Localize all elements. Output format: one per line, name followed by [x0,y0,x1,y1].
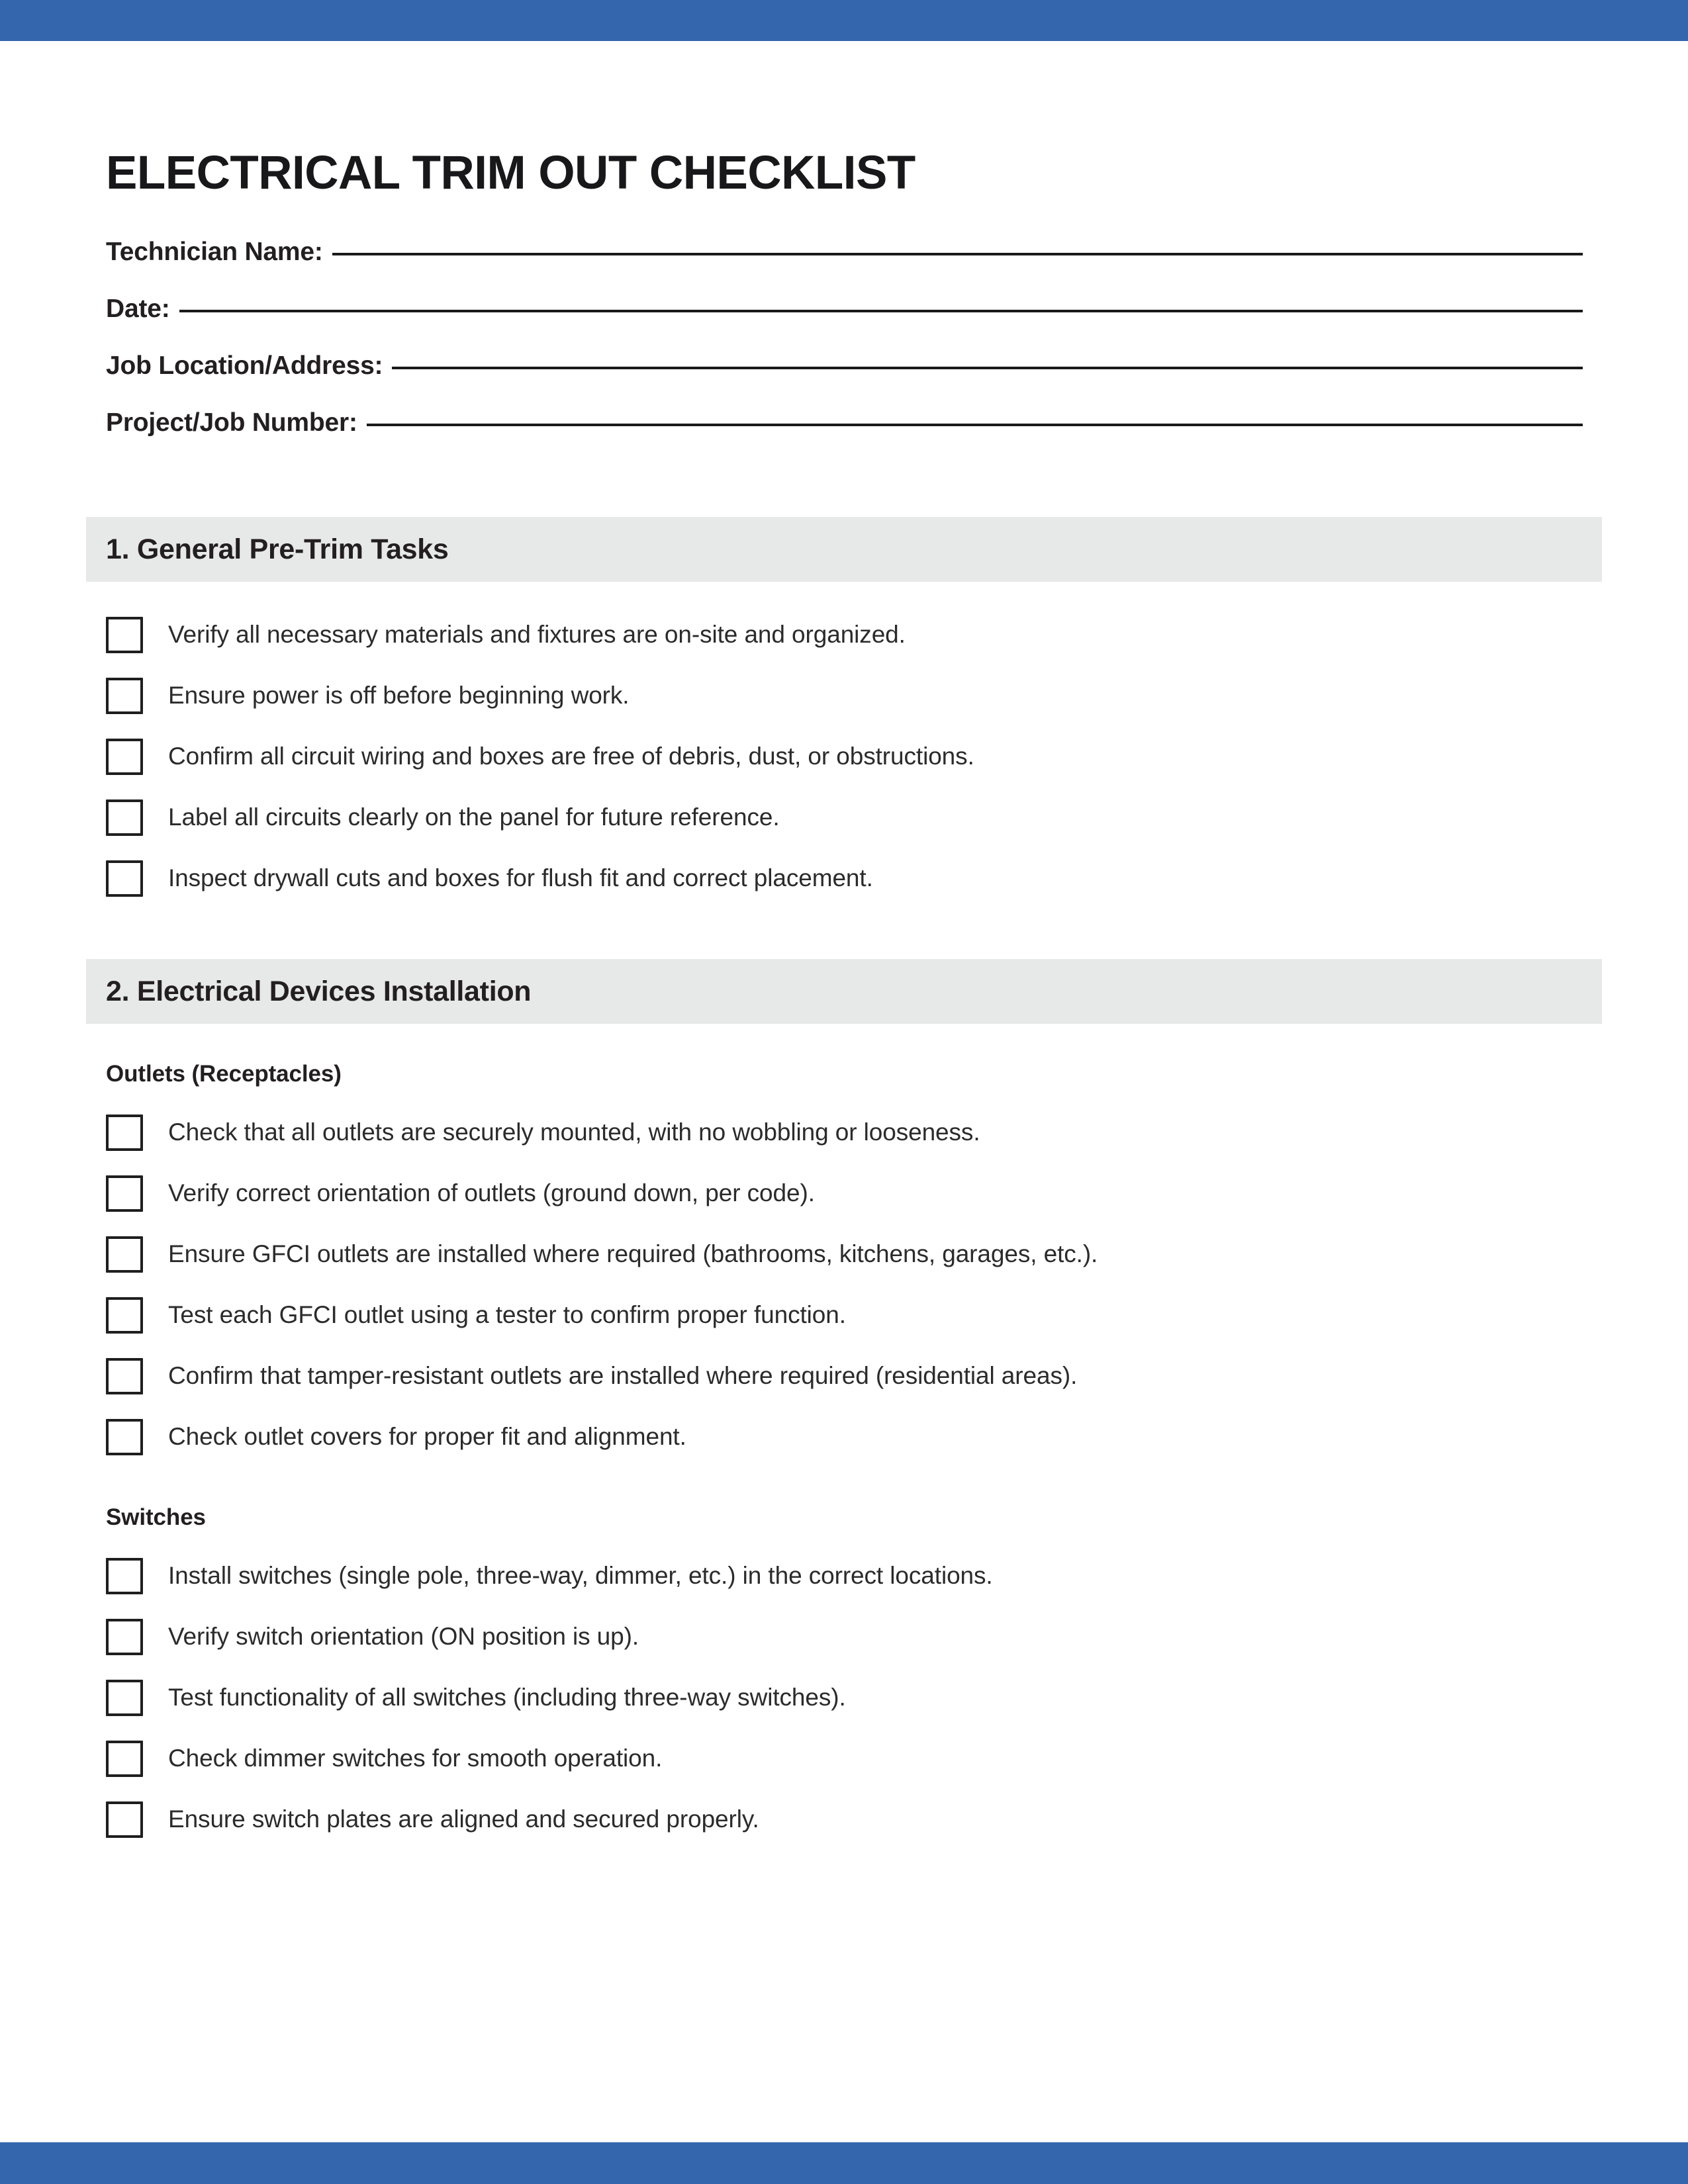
section-1-title: 1. General Pre-Trim Tasks [106,533,449,565]
date-input[interactable] [179,310,1583,312]
list-item [106,1545,1583,1606]
list-item-label: Check dimmer switches for smooth operation. [168,1744,663,1772]
checkbox[interactable] [106,1558,143,1594]
field-row-technician-name [106,238,1583,295]
list-item [106,1789,1583,1850]
list-item-label: Check that all outlets are securely mounted, with no wobbling or looseness. [168,1118,980,1146]
checkbox[interactable] [106,1115,143,1151]
checklist-general-pre-trim [106,604,1583,909]
list-item [106,1102,1583,1163]
list-item-label: Confirm that tamper-resistant outlets are installed where required (residential areas). [168,1361,1078,1389]
checkbox[interactable] [106,860,143,897]
page-content [106,0,1583,1850]
field-row-date [106,295,1583,351]
list-item [106,1345,1583,1406]
list-item [106,1285,1583,1345]
list-item-label: Test each GFCI outlet using a tester to confirm proper function. [168,1300,846,1328]
list-item [106,726,1583,787]
list-item-label: Verify all necessary materials and fixtures are on-site and organized. [168,620,906,648]
section-2-title: 2. Electrical Devices Installation [106,975,532,1007]
section-header-general-pre-trim [86,517,1602,582]
project-number-label: Project/Job Number: [106,408,357,437]
job-location-label: Job Location/Address: [106,351,383,380]
list-item-label: Label all circuits clearly on the panel for future reference. [168,803,780,831]
checkbox[interactable] [106,1801,143,1838]
field-row-job-location [106,351,1583,408]
checklist-outlets [106,1102,1583,1467]
checkbox[interactable] [106,617,143,653]
field-row-project-number [106,408,1583,465]
subsection-title-outlets: Outlets (Receptacles) [106,1061,342,1087]
meta-fields-block [106,238,1583,465]
list-item-label: Verify switch orientation (ON position is up). [168,1622,639,1650]
checkbox[interactable] [106,1741,143,1777]
list-item-label: Check outlet covers for proper fit and alignment. [168,1422,686,1450]
checkbox[interactable] [106,1236,143,1273]
list-item [106,1163,1583,1224]
checkbox[interactable] [106,799,143,836]
checkbox[interactable] [106,1297,143,1334]
subsection-title-switches: Switches [106,1504,206,1530]
list-item [106,787,1583,848]
date-label: Date: [106,295,170,323]
checkbox[interactable] [106,1175,143,1212]
list-item [106,848,1583,909]
checkbox[interactable] [106,1419,143,1455]
technician-name-label: Technician Name: [106,238,323,266]
list-item-label: Ensure GFCI outlets are installed where required (bathrooms, kitchens, garages, etc.). [168,1240,1098,1267]
list-item-label: Install switches (single pole, three-way, dimmer, etc.) in the correct locations. [168,1561,993,1589]
section-header-electrical-devices-installation [86,959,1602,1024]
list-item-label: Ensure power is off before beginning work. [168,681,630,709]
list-item [106,1406,1583,1467]
list-item-label: Verify correct orientation of outlets (ground down, per code). [168,1179,815,1206]
job-location-input[interactable] [392,367,1583,369]
list-item [106,1606,1583,1667]
list-item [106,1224,1583,1285]
checkbox[interactable] [106,678,143,714]
list-item-label: Confirm all circuit wiring and boxes are free of debris, dust, or obstructions. [168,742,974,770]
list-item-label: Ensure switch plates are aligned and secured properly. [168,1805,759,1833]
checkbox[interactable] [106,1680,143,1716]
list-item [106,604,1583,665]
list-item [106,1667,1583,1728]
checkbox[interactable] [106,739,143,775]
checkbox[interactable] [106,1619,143,1655]
bottom-accent-bar [0,2142,1688,2184]
page-title: ELECTRICAL TRIM OUT CHECKLIST [106,147,915,199]
checklist-switches [106,1545,1583,1850]
technician-name-input[interactable] [332,253,1583,255]
list-item [106,665,1583,726]
project-number-input[interactable] [367,424,1583,426]
list-item-label: Test functionality of all switches (including three-way switches). [168,1683,846,1711]
list-item [106,1728,1583,1789]
checkbox[interactable] [106,1358,143,1394]
list-item-label: Inspect drywall cuts and boxes for flush fit and correct placement. [168,864,873,891]
